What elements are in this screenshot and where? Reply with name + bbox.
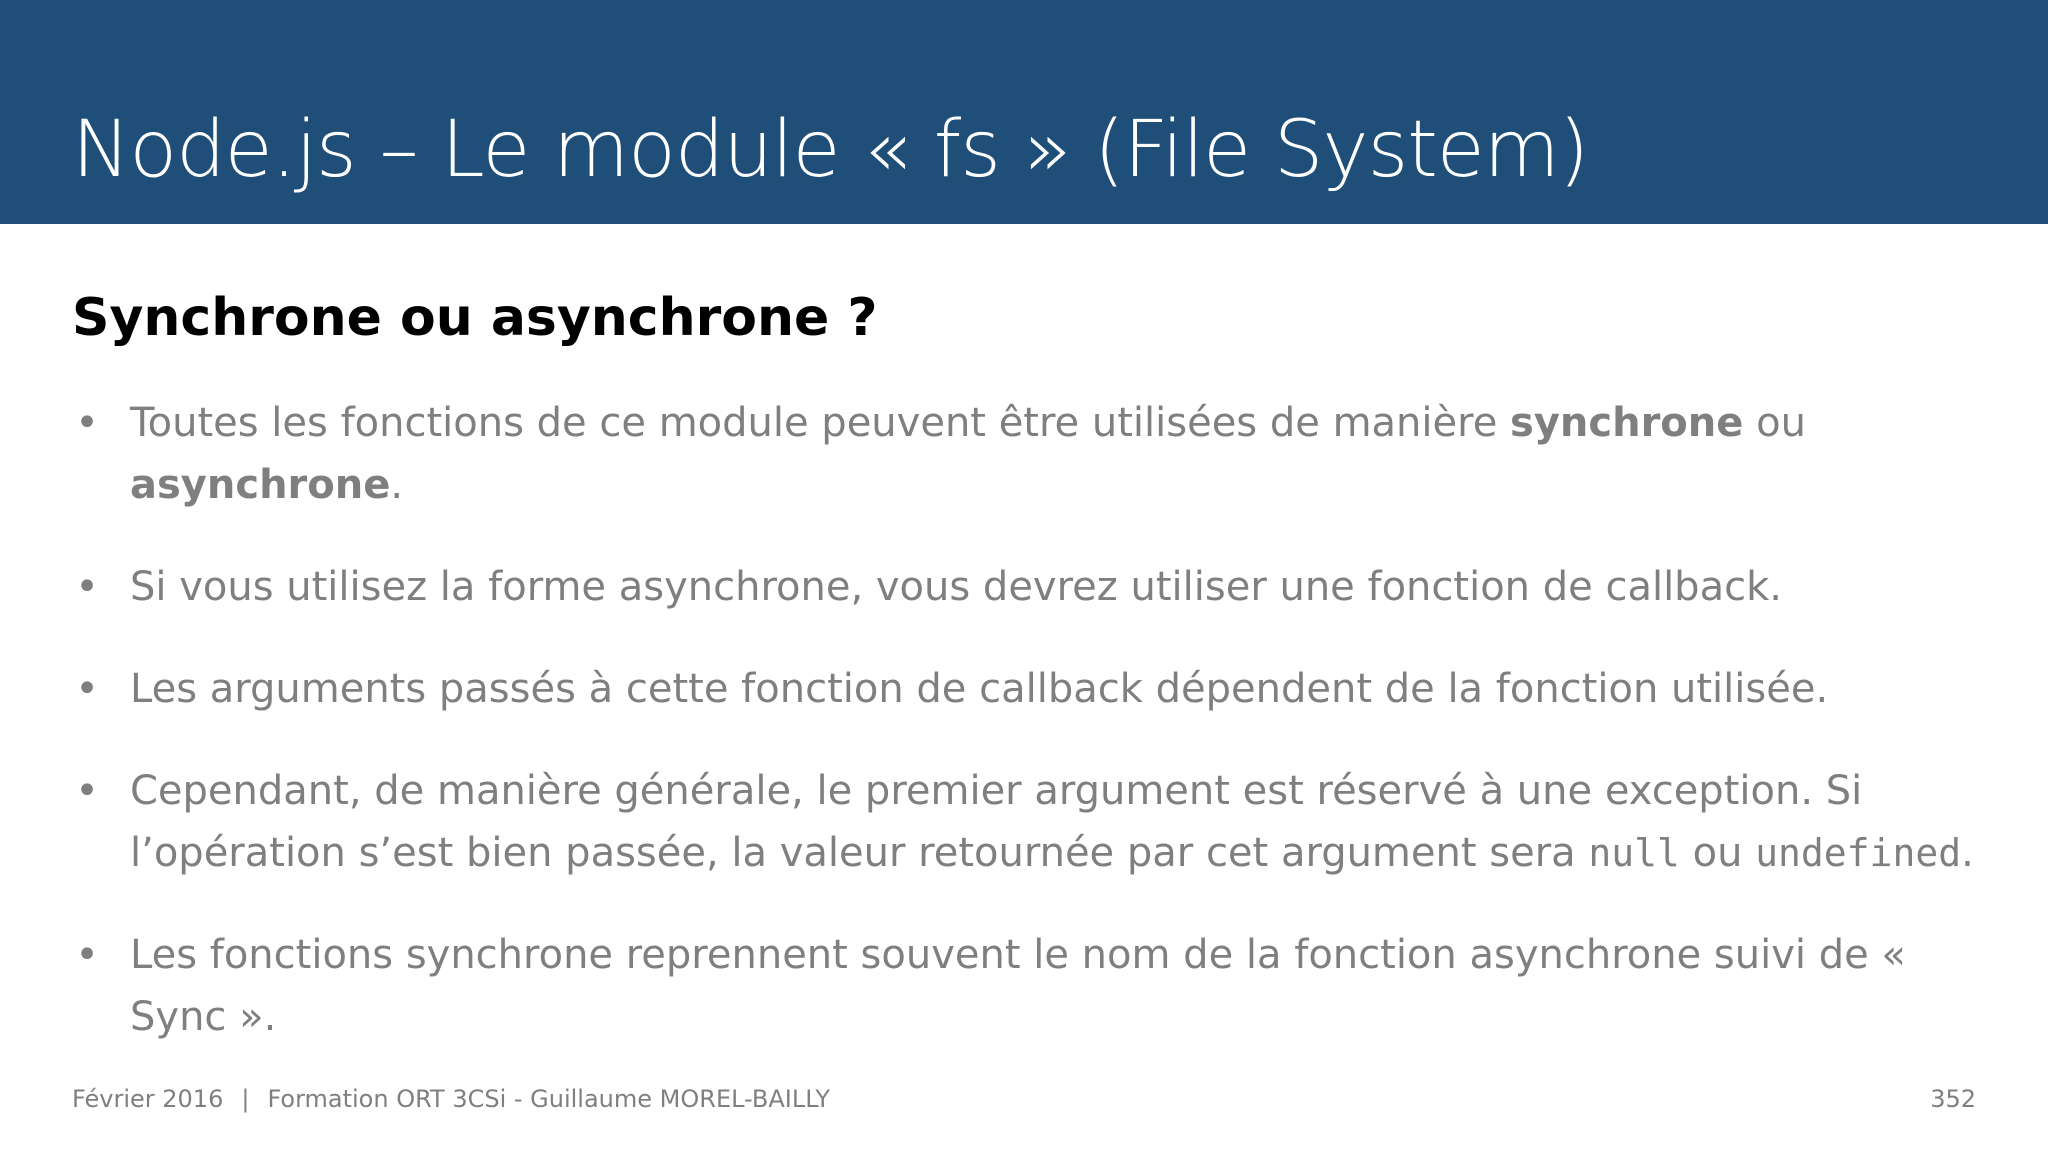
- bullet-text: .: [1961, 830, 1974, 876]
- footer-date: Février 2016: [72, 1085, 224, 1113]
- code-null: null: [1588, 831, 1680, 875]
- bullet-text: Toutes les fonctions de ce module peuvent être utilisées de manière: [130, 400, 1511, 446]
- bullet-text: Si vous utilisez la forme asynchrone, vous devrez utiliser une fonction de callback.: [130, 564, 1782, 610]
- bullet-list: [72, 392, 1992, 1088]
- footer: [72, 1081, 830, 1117]
- bold-term-asynchrone: asynchrone: [130, 462, 391, 508]
- bullet-dot-icon: •: [75, 666, 99, 712]
- page-number: 352: [1930, 1085, 1976, 1113]
- bullet-text: Cependant, de manière générale, le premier argument est réservé à une exception. Si l’opération s’est bien passée, la valeur retournée par cet argument sera: [130, 768, 1863, 876]
- bullet-text: Les arguments passés à cette fonction de callback dépendent de la fonction utilisée.: [130, 666, 1829, 712]
- bullet-text: ou: [1679, 830, 1756, 876]
- bullet-dot-icon: •: [75, 932, 99, 978]
- slide-subtitle: Synchrone ou asynchrone ?: [72, 288, 878, 348]
- bullet-text: ou: [1743, 400, 1806, 446]
- bullet-text: .: [390, 462, 404, 508]
- bold-term-synchrone: synchrone: [1510, 400, 1744, 446]
- title-bar: [0, 0, 2048, 224]
- bullet-item-4: [72, 760, 1992, 884]
- footer-separator: |: [241, 1085, 250, 1113]
- bullet-dot-icon: •: [75, 564, 99, 610]
- bullet-dot-icon: •: [75, 768, 99, 814]
- code-undefined: undefined: [1755, 831, 1962, 875]
- bullet-item-2: [72, 556, 1992, 618]
- bullet-item-5: [72, 924, 1992, 1048]
- footer-author: Formation ORT 3CSi - Guillaume MOREL-BAILLY: [267, 1085, 831, 1113]
- bullet-dot-icon: •: [75, 400, 99, 446]
- bullet-item-1: [72, 392, 1992, 516]
- slide-title: Node.js – Le module « fs » (File System): [72, 105, 1589, 195]
- bullet-text: Les fonctions synchrone reprennent souvent le nom de la fonction asynchrone suivi de « Sync ».: [130, 932, 1906, 1040]
- bullet-item-3: [72, 658, 1992, 720]
